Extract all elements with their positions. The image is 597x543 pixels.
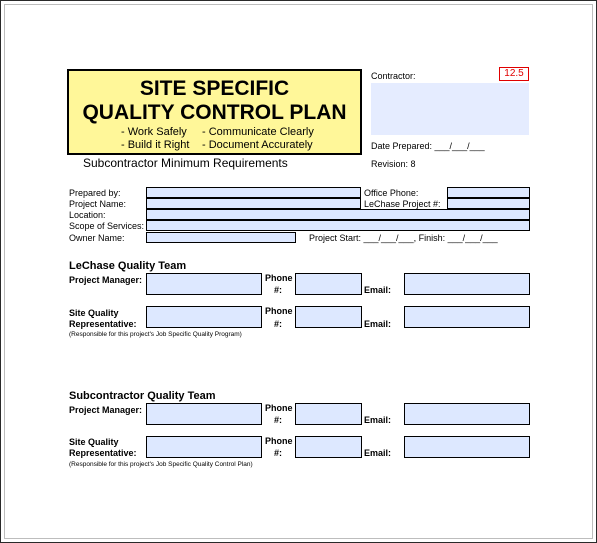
owner-name-field[interactable]: [146, 232, 296, 243]
project-name-field[interactable]: [146, 198, 361, 209]
prepared-by-field[interactable]: [146, 187, 361, 198]
title-box: [67, 69, 362, 155]
sub-team-heading: Subcontractor Quality Team: [69, 390, 216, 402]
lechase-pm-field[interactable]: [146, 273, 262, 295]
sub-pm-email-field[interactable]: [404, 403, 530, 425]
sub-email-label: Email:: [364, 415, 392, 425]
version-badge: 12.5: [499, 67, 529, 81]
sub-sq-phone-label-2: #:: [274, 448, 283, 458]
sub-pm-field[interactable]: [146, 403, 262, 425]
lechase-pm-label: Project Manager:: [69, 275, 143, 285]
lechase-phone-label-1: Phone: [265, 273, 293, 283]
sub-note: (Responsible for this project's Job Specific Quality Control Plan): [69, 461, 253, 468]
date-prepared[interactable]: Date Prepared: ___/___/___: [371, 141, 485, 151]
lechase-sq-phone-label-1: Phone: [265, 306, 293, 316]
owner-name-label: Owner Name:: [69, 233, 125, 243]
subtitle: Subcontractor Minimum Requirements: [83, 156, 288, 170]
lechase-sq-email-label: Email:: [364, 319, 392, 329]
scope-field[interactable]: [146, 220, 530, 231]
location-field[interactable]: [146, 209, 530, 220]
title-line-2: QUALITY CONTROL PLAN: [82, 101, 347, 124]
lechase-email-label: Email:: [364, 285, 392, 295]
prepared-by-label: Prepared by:: [69, 188, 121, 198]
sub-sq-phone-field[interactable]: [295, 436, 362, 458]
lechase-sq-label-1: Site Quality: [69, 308, 119, 318]
sub-sq-email-label: Email:: [364, 448, 392, 458]
office-phone-field[interactable]: [447, 187, 530, 198]
lechase-phone-label-2: #:: [274, 285, 283, 295]
sub-sq-label-2: Representative:: [69, 448, 137, 458]
lechase-note: (Responsible for this project's Job Specific Quality Program): [69, 331, 242, 338]
sub-phone-label-1: Phone: [265, 403, 293, 413]
sub-pm-label: Project Manager:: [69, 405, 143, 415]
project-start-finish[interactable]: Project Start: ___/___/___, Finish: ___/___/___: [309, 233, 498, 243]
contractor-field[interactable]: [371, 83, 529, 135]
revision-label: Revision: 8: [371, 159, 416, 169]
sub-sq-email-field[interactable]: [404, 436, 530, 458]
contractor-label: Contractor:: [371, 71, 416, 81]
lechase-sq-field[interactable]: [146, 306, 262, 328]
motto-communicate: - Communicate Clearly: [202, 126, 314, 138]
sub-pm-phone-field[interactable]: [295, 403, 362, 425]
office-phone-label: Office Phone:: [364, 188, 419, 198]
lechase-project-label: LeChase Project #:: [364, 199, 441, 209]
lechase-sq-phone-field[interactable]: [295, 306, 362, 328]
lechase-sq-email-field[interactable]: [404, 306, 530, 328]
motto-work: - Work Safely: [121, 126, 187, 138]
sub-phone-label-2: #:: [274, 415, 283, 425]
scope-label: Scope of Services:: [69, 221, 145, 231]
lechase-sq-phone-label-2: #:: [274, 319, 283, 329]
sub-sq-phone-label-1: Phone: [265, 436, 293, 446]
lechase-pm-phone-field[interactable]: [295, 273, 362, 295]
lechase-pm-email-field[interactable]: [404, 273, 530, 295]
lechase-sq-label-2: Representative:: [69, 319, 137, 329]
sub-sq-field[interactable]: [146, 436, 262, 458]
title-line-1: SITE SPECIFIC: [139, 77, 290, 100]
motto-build: - Build it Right: [121, 139, 190, 151]
project-name-label: Project Name:: [69, 199, 127, 209]
sub-sq-label-1: Site Quality: [69, 437, 119, 447]
location-label: Location:: [69, 210, 106, 220]
motto-document: - Document Accurately: [202, 139, 313, 151]
lechase-team-heading: LeChase Quality Team: [69, 260, 187, 272]
lechase-project-field[interactable]: [447, 198, 530, 209]
